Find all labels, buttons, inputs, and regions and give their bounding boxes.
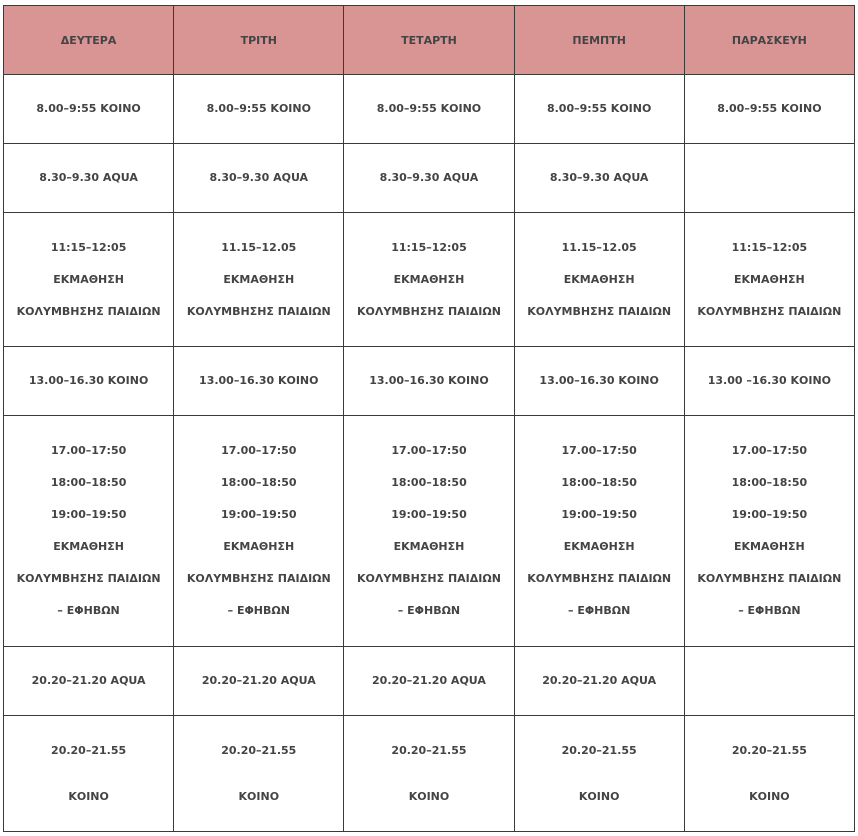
time-slot-text: 17.00–17:50 [731,444,808,457]
schedule-cell [4,647,174,716]
time-slot-text: 13.00–16.30 ΚΟΙΝΟ [199,374,319,387]
activity-text: – ΕΦΗΒΩΝ [227,604,290,617]
header-tuesday: ΤΡΙΤΗ [174,6,344,75]
empty-schedule-cell [684,647,854,716]
activity-text: ΕΚΜΑΘΗΣΗ [733,272,805,286]
time-slot-text: 11.15–12.05 [561,240,637,254]
time-slot-text: 8.00–9:55 ΚΟΙΝΟ [376,102,482,115]
time-slot-text: 11:15–12:05 [391,240,467,254]
activity-text: ΚΟΛΥΜΒΗΣΗΣ ΠΑΙΔΙΩΝ [186,304,331,318]
schedule-cell [4,716,174,832]
schedule-cell [684,213,854,347]
time-slot-text: 18:00–18:50 [221,476,297,489]
schedule-cell [344,75,514,144]
time-slot-text: 8.00–9:55 ΚΟΙΝΟ [206,102,311,115]
time-slot-text: 8.00–9:55 ΚΟΙΝΟ [546,102,652,115]
table-header-row [4,6,855,75]
activity-text: ΕΚΜΑΘΗΣΗ [393,540,465,553]
time-slot-text: 20.20–21.20 AQUA [372,674,486,687]
activity-text: ΚΟΛΥΜΒΗΣΗΣ ΠΑΙΔΙΩΝ [527,304,672,318]
time-slot-text: 19:00–19:50 [221,508,297,521]
activity-text: ΚΟΛΥΜΒΗΣΗΣ ΠΑΙΔΙΩΝ [357,572,501,585]
schedule-cell [514,75,684,144]
schedule-cell [514,416,684,647]
time-slot-text: 19:00–19:50 [731,508,808,521]
time-slot-text: 20.20–21.20 AQUA [542,674,657,687]
activity-text: ΚΟΛΥΜΒΗΣΗΣ ΠΑΙΔΙΩΝ [697,304,842,318]
table-row [4,75,855,144]
table-row [4,144,855,213]
time-slot-text: 17.00–17:50 [561,444,637,457]
time-slot-text: 13.00–16.30 ΚΟΙΝΟ [539,374,659,387]
activity-text: ΚΟΛΥΜΒΗΣΗΣ ΠΑΙΔΙΩΝ [186,572,331,585]
time-slot-text: 13.00–16.30 ΚΟΙΝΟ [28,374,149,387]
schedule-cell [514,347,684,416]
activity-text: ΕΚΜΑΘΗΣΗ [393,272,465,286]
schedule-cell [514,213,684,347]
activity-text: – ΕΦΗΒΩΝ [567,604,631,617]
time-slot-text: 8.30–9.30 AQUA [39,171,138,184]
table-row [4,213,855,347]
schedule-cell [344,647,514,716]
activity-text: ΚΟΛΥΜΒΗΣΗΣ ΠΑΙΔΙΩΝ [527,572,672,585]
schedule-cell [174,144,344,213]
time-slot-text: 11.15–12.05 [221,240,297,254]
schedule-cell [684,347,854,416]
time-slot-text: 19:00–19:50 [391,508,467,521]
schedule-cell [344,416,514,647]
header-thursday: ΠΕΜΠΤΗ [514,6,684,75]
table-row [4,416,855,647]
schedule-cell [4,75,174,144]
header-wednesday: ΤΕΤΑΡΤΗ [344,6,514,75]
time-slot-text: 18:00–18:50 [731,476,808,489]
table-row [4,647,855,716]
time-slot-text: 8.00–9:55 ΚΟΙΝΟ [717,102,822,115]
schedule-cell [344,213,514,347]
time-slot-text: 17.00–17:50 [391,444,467,457]
activity-text: ΕΚΜΑΘΗΣΗ [563,272,635,286]
schedule-cell [344,144,514,213]
activity-text: ΚΟΙΝΟ [68,789,109,803]
schedule-cell [684,716,854,832]
activity-text: ΕΚΜΑΘΗΣΗ [223,272,295,286]
time-slot-text: 19:00–19:50 [561,508,637,521]
schedule-cell [174,647,344,716]
time-slot-text: 20.20–21.55 [51,743,127,757]
time-slot-text: 18:00–18:50 [561,476,637,489]
time-slot-text: 20.20–21.55 [221,743,297,757]
table-row [4,716,855,832]
schedule-cell [344,716,514,832]
activity-text: ΕΚΜΑΘΗΣΗ [733,540,805,553]
time-slot-text: 13.00–16.30 ΚΟΙΝΟ [369,374,489,387]
time-slot-text: 19:00–19:50 [50,508,127,521]
schedule-cell [514,144,684,213]
schedule-cell [4,347,174,416]
time-slot-text: 20.20–21.55 [731,743,807,757]
schedule-cell [684,416,854,647]
time-slot-text: 18:00–18:50 [391,476,467,489]
time-slot-text: 18:00–18:50 [50,476,127,489]
activity-text: ΕΚΜΑΘΗΣΗ [563,540,635,553]
pool-schedule-table [3,5,855,832]
schedule-cell [174,416,344,647]
schedule-cell [684,75,854,144]
schedule-cell [174,75,344,144]
time-slot-text: 17.00–17:50 [50,444,127,457]
schedule-cell [4,144,174,213]
header-monday: ΔΕΥΤΕΡΑ [4,6,174,75]
time-slot-text: 20.20–21.20 AQUA [201,674,316,687]
activity-text: – ΕΦΗΒΩΝ [397,604,461,617]
activity-text: ΚΟΛΥΜΒΗΣΗΣ ΠΑΙΔΙΩΝ [16,304,161,318]
time-slot-text: 20.20–21.20 AQUA [31,674,146,687]
schedule-cell [514,647,684,716]
activity-text: ΕΚΜΑΘΗΣΗ [223,540,295,553]
activity-text: ΚΟΛΥΜΒΗΣΗΣ ΠΑΙΔΙΩΝ [16,572,161,585]
schedule-cell [4,213,174,347]
time-slot-text: 20.20–21.55 [391,743,467,757]
time-slot-text: 11:15–12:05 [50,240,127,254]
time-slot-text: 8.30–9.30 AQUA [379,171,479,184]
time-slot-text: 17.00–17:50 [221,444,297,457]
time-slot-text: 8.30–9.30 AQUA [209,171,309,184]
time-slot-text: 13.00 –16.30 ΚΟΙΝΟ [707,374,832,387]
schedule-cell [174,716,344,832]
empty-schedule-cell [684,144,854,213]
activity-text: ΚΟΙΝΟ [578,789,620,803]
activity-text: ΚΟΙΝΟ [238,789,280,803]
schedule-cell [344,347,514,416]
schedule-cell [174,347,344,416]
time-slot-text: 20.20–21.55 [561,743,637,757]
time-slot-text: 11:15–12:05 [731,240,808,254]
activity-text: ΕΚΜΑΘΗΣΗ [53,540,124,553]
activity-text: – ΕΦΗΒΩΝ [57,604,120,617]
activity-text: ΚΟΙΝΟ [408,789,450,803]
activity-text: ΕΚΜΑΘΗΣΗ [53,272,124,286]
time-slot-text: 8.30–9.30 AQUA [549,171,649,184]
activity-text: ΚΟΛΥΜΒΗΣΗΣ ΠΑΙΔΙΩΝ [357,304,501,318]
schedule-cell [514,716,684,832]
activity-text: – ΕΦΗΒΩΝ [738,604,801,617]
schedule-cell [174,213,344,347]
activity-text: ΚΟΛΥΜΒΗΣΗΣ ΠΑΙΔΙΩΝ [697,572,842,585]
schedule-cell [4,416,174,647]
time-slot-text: 8.00–9:55 ΚΟΙΝΟ [36,102,141,115]
activity-text: ΚΟΙΝΟ [749,789,790,803]
header-friday: ΠΑΡΑΣΚΕΥΗ [684,6,854,75]
table-row [4,347,855,416]
